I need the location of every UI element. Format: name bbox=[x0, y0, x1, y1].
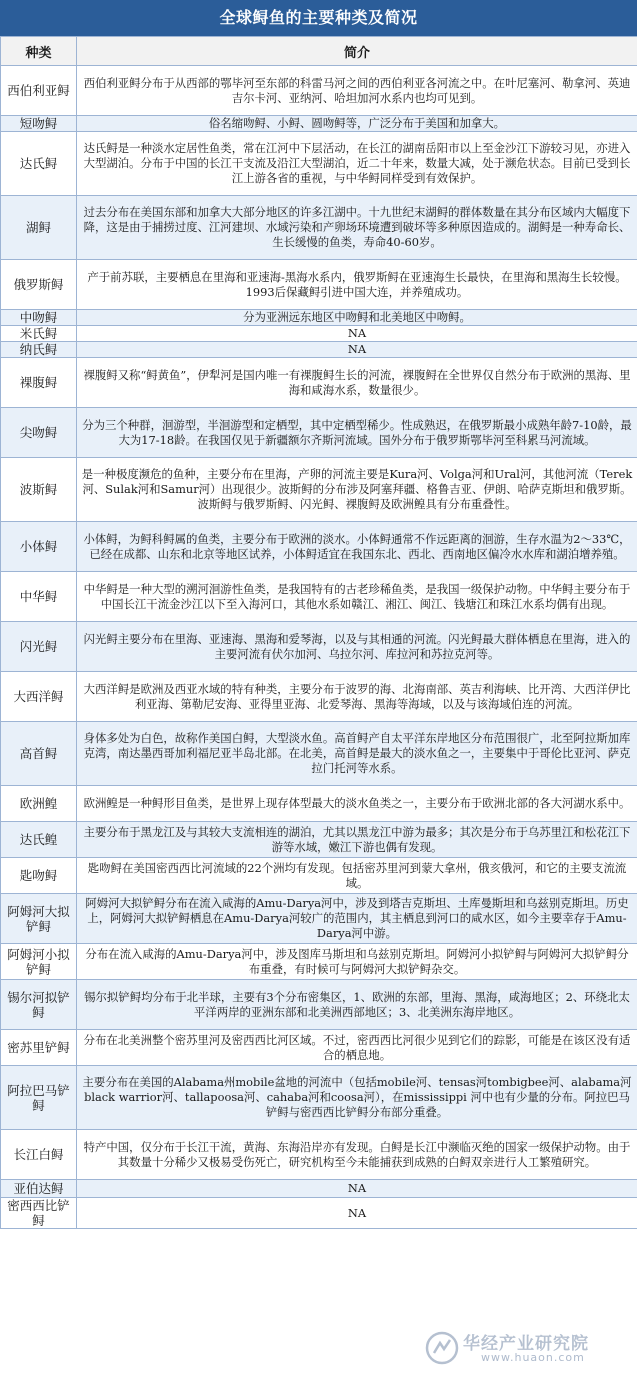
watermark bbox=[423, 1327, 623, 1371]
table-row bbox=[1, 458, 637, 522]
species-description: NA bbox=[77, 326, 637, 342]
table-row bbox=[1, 894, 637, 944]
table-row bbox=[1, 310, 637, 326]
header-row bbox=[1, 37, 637, 66]
species-name: 锡尔河拟铲鲟 bbox=[1, 980, 77, 1030]
table-row bbox=[1, 116, 637, 132]
table-row bbox=[1, 1180, 637, 1198]
species-description: NA bbox=[77, 342, 637, 358]
table-title: 全球鲟鱼的主要种类及简况 bbox=[0, 0, 637, 36]
species-name: 达氏鲟 bbox=[1, 132, 77, 196]
table-row bbox=[1, 944, 637, 980]
table-row bbox=[1, 786, 637, 822]
species-name: 长江白鲟 bbox=[1, 1130, 77, 1180]
species-name: 密苏里铲鲟 bbox=[1, 1030, 77, 1066]
species-description: 匙吻鲟在美国密西西比河流域的22个洲均有发现。包括密苏里河到蒙大拿州，俄亥俄河，和它的主要支流流域。 bbox=[77, 858, 637, 894]
watermark-url: www.huaon.com bbox=[481, 1351, 585, 1364]
species-name: 米氏鲟 bbox=[1, 326, 77, 342]
species-description: 是一种极度濒危的鱼种，主要分布在里海，产卵的河流主要是Kura河、Volga河和Ural河，其他河流（Terek河、Sulak河和Samur河）出现很少。波斯鲟的分布涉及阿塞拜疆、格鲁吉亚、伊朗、哈萨克斯坦和俄罗斯。波斯鲟与俄罗斯鲟、闪光鲟、裸腹鲟及欧洲鳇具有分布重叠性。 bbox=[77, 458, 637, 522]
table-row bbox=[1, 522, 637, 572]
watermark-name: 华经产业研究院 bbox=[463, 1334, 589, 1354]
table-row bbox=[1, 572, 637, 622]
table-row bbox=[1, 980, 637, 1030]
species-description: 主要分布在美国的Alabama州mobile盆地的河流中（包括mobile河、tensas河tombigbee河、alabama河 black warrior河、tallapoosa河、cahaba河和coosa河），在mississippi 河中也有少量的分布。阿拉巴马铲鲟与密西西比铲鲟分布部分重叠。 bbox=[77, 1066, 637, 1130]
species-name: 中吻鲟 bbox=[1, 310, 77, 326]
species-description: 欧洲鳇是一种鲟形目鱼类，是世界上现存体型最大的淡水鱼类之一，主要分布于欧洲北部的各大河湖水系中。 bbox=[77, 786, 637, 822]
table-row bbox=[1, 196, 637, 260]
header-species: 种类 bbox=[1, 37, 77, 66]
species-name: 西伯利亚鲟 bbox=[1, 66, 77, 116]
species-name: 俄罗斯鲟 bbox=[1, 260, 77, 310]
header-intro: 简介 bbox=[77, 37, 637, 66]
species-description: 锡尔拟铲鲟均分布于北半球，主要有3个分布密集区，1、欧洲的东部，里海、黑海，咸海地区；2、环绕北太平洋两岸的亚洲东部和北美洲西部地区；3、北美洲东海岸地区。 bbox=[77, 980, 637, 1030]
huajing-logo-icon bbox=[425, 1331, 459, 1365]
table-row bbox=[1, 132, 637, 196]
species-description: NA bbox=[77, 1180, 637, 1198]
species-name: 小体鲟 bbox=[1, 522, 77, 572]
species-description: 阿姆河大拟铲鲟分布在流入咸海的Amu-Darya河中，涉及到塔吉克斯坦、土库曼斯坦和乌兹别克斯坦。历史上，阿姆河大拟铲鲟栖息在Amu-Darya河较广的范围内，其主栖息到河口的咸水区，如今主要幸存于Amu-Darya河中游。 bbox=[77, 894, 637, 944]
table-row bbox=[1, 358, 637, 408]
species-description: 闪光鲟主要分布在里海、亚速海、黑海和爱琴海，以及与其相通的河流。闪光鲟最大群体栖息在里海，进入的主要河流有伏尔加河、乌拉尔河、库拉河和苏拉克河等。 bbox=[77, 622, 637, 672]
species-name: 湖鲟 bbox=[1, 196, 77, 260]
species-description: 身体多处为白色，故称作美国白鲟，大型淡水鱼。高首鲟产自太平洋东岸地区分布范围很广，北至阿拉斯加库克湾，南达墨西哥加利福尼亚半岛北部。在北美，高首鲟是最大的淡水鱼之一，主要集中于哥伦比亚河、萨克拉门托河等水系。 bbox=[77, 722, 637, 786]
table-row bbox=[1, 260, 637, 310]
species-name: 裸腹鲟 bbox=[1, 358, 77, 408]
species-description: 达氏鲟是一种淡水定居性鱼类，常在江河中下层活动，在长江的湖南岳阳市以上至金沙江下游较习见，亦进入大型湖泊。分布于中国的长江干支流及沿江大型湖泊，近二十年来，数量大减，处于濒危状态。目前已受到长江上游各省的重视，与中华鲟同样受到有效保护。 bbox=[77, 132, 637, 196]
species-name: 高首鲟 bbox=[1, 722, 77, 786]
species-name: 中华鲟 bbox=[1, 572, 77, 622]
species-description: 分为三个种群，洄游型，半洄游型和定栖型，其中定栖型稀少。性成熟迟，在俄罗斯最小成熟年龄7-10龄，最大为17-18龄。在我国仅见于新疆额尔齐斯河流域。国外分布于俄罗斯鄂毕河至科累马河流域。 bbox=[77, 408, 637, 458]
species-description: 俗名缩吻鲟、小鲟、圆吻鲟等，广泛分布于美国和加拿大。 bbox=[77, 116, 637, 132]
table-row bbox=[1, 1198, 637, 1229]
species-name: 短吻鲟 bbox=[1, 116, 77, 132]
table-row bbox=[1, 1030, 637, 1066]
species-name: 欧洲鳇 bbox=[1, 786, 77, 822]
species-name: 阿拉巴马铲鲟 bbox=[1, 1066, 77, 1130]
species-description: 分布在北美洲整个密苏里河及密西西比河区域。不过，密西西比河很少见到它们的踪影，可能是在该区没有适合的栖息地。 bbox=[77, 1030, 637, 1066]
table-row bbox=[1, 408, 637, 458]
species-description: 大西洋鲟是欧洲及西亚水域的特有种类，主要分布于波罗的海、北海南部、英吉利海峡、比开湾、大西洋伊比利亚海、第勒尼安海、亚得里亚海、北爱琴海、黑海等海域，以及与该海域伯连的河流。 bbox=[77, 672, 637, 722]
table-row bbox=[1, 622, 637, 672]
table-row bbox=[1, 672, 637, 722]
table-row bbox=[1, 342, 637, 358]
table-row bbox=[1, 822, 637, 858]
table-row bbox=[1, 1066, 637, 1130]
species-name: 达氏鳇 bbox=[1, 822, 77, 858]
species-table bbox=[0, 36, 637, 1229]
species-name: 亚伯达鲟 bbox=[1, 1180, 77, 1198]
species-description: 裸腹鲟又称“鲟黄鱼”，伊犁河是国内唯一有裸腹鲟生长的河流，裸腹鲟在全世界仅自然分布于欧洲的黑海、里海和咸海水系，数量很少。 bbox=[77, 358, 637, 408]
table-row bbox=[1, 722, 637, 786]
species-name: 密西西比铲鲟 bbox=[1, 1198, 77, 1229]
species-name: 纳氏鲟 bbox=[1, 342, 77, 358]
table-row bbox=[1, 1130, 637, 1180]
species-description: 特产中国，仅分布于长江干流，黄海、东海沿岸亦有发现。白鲟是长江中濒临灭绝的国家一级保护动物。由于其数量十分稀少又极易受伤死亡，研究机构至今未能捕获到成熟的白鲟双亲进行人工繁殖研究。 bbox=[77, 1130, 637, 1180]
table-row bbox=[1, 858, 637, 894]
species-description: NA bbox=[77, 1198, 637, 1229]
species-description: 西伯利亚鲟分布于从西部的鄂毕河至东部的科雷马河之间的西伯利亚各河流之中。在叶尼塞河、勒拿河、英迪吉尔卡河、亚纳河、哈坦加河水系内也均可见到。 bbox=[77, 66, 637, 116]
species-name: 尖吻鲟 bbox=[1, 408, 77, 458]
species-name: 阿姆河小拟铲鲟 bbox=[1, 944, 77, 980]
species-name: 大西洋鲟 bbox=[1, 672, 77, 722]
table-row bbox=[1, 66, 637, 116]
species-description: 过去分布在美国东部和加拿大大部分地区的许多江湖中。十九世纪末湖鲟的群体数量在其分布区域内大幅度下降，这是由于捕捞过度、江河建坝、水域污染和产卵场环境遭到破坏等多种原因造成的。湖鲟是一种寿命长、生长缓慢的鱼类，寿命40-60岁。 bbox=[77, 196, 637, 260]
table-row bbox=[1, 326, 637, 342]
species-description: 分为亚洲远东地区中吻鲟和北美地区中吻鲟。 bbox=[77, 310, 637, 326]
species-name: 匙吻鲟 bbox=[1, 858, 77, 894]
species-name: 闪光鲟 bbox=[1, 622, 77, 672]
species-description: 中华鲟是一种大型的溯河洄游性鱼类，是我国特有的古老珍稀鱼类，是我国一级保护动物。中华鲟主要分布于中国长江干流金沙江以下至入海河口，其他水系如赣江、湘江、闽江、钱塘江和珠江水系均偶有出现。 bbox=[77, 572, 637, 622]
species-description: 小体鲟，为鲟科鲟属的鱼类，主要分布于欧洲的淡水。小体鲟通常不作远距离的洄游，生存水温为2～33℃，已经在成都、山东和北京等地区试养，小体鲟适宜在我国东北、西北、西南地区偏冷水水库和湖泊增养殖。 bbox=[77, 522, 637, 572]
species-description: 分布在流入咸海的Amu-Darya河中，涉及图库马斯坦和乌兹别克斯坦。阿姆河小拟铲鲟与阿姆河大拟铲鲟分布重叠，有时候可与阿姆河大拟铲鲟杂交。 bbox=[77, 944, 637, 980]
species-description: 产于前苏联，主要栖息在里海和亚速海-黑海水系内，俄罗斯鲟在亚速海生长最快，在里海和黑海生长较慢。1993后保藏鲟引进中国大连，并养殖成功。 bbox=[77, 260, 637, 310]
species-name: 阿姆河大拟铲鲟 bbox=[1, 894, 77, 944]
species-description: 主要分布于黑龙江及与其较大支流相连的湖泊，尤其以黑龙江中游为最多；其次是分布于乌苏里江和松花江下游等水域，嫩江下游也偶有发现。 bbox=[77, 822, 637, 858]
species-name: 波斯鲟 bbox=[1, 458, 77, 522]
